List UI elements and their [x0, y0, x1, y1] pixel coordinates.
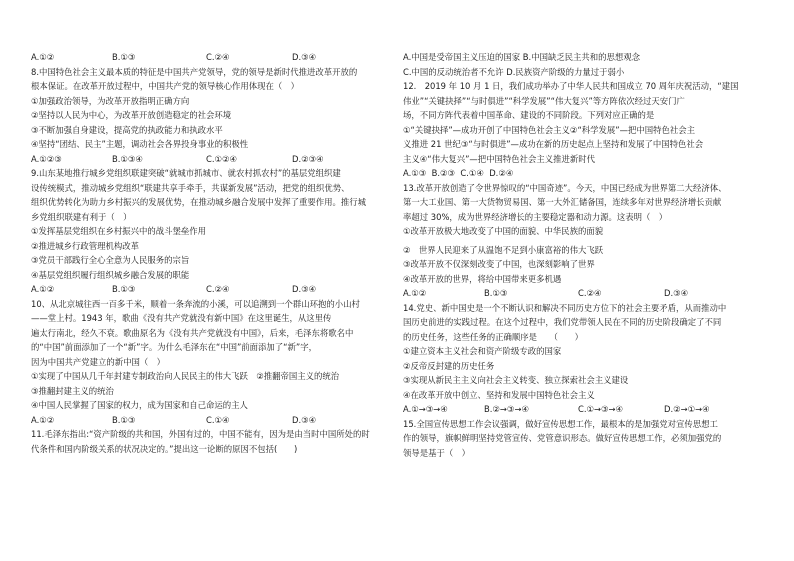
q8-options [31, 152, 386, 167]
q13-stem-line: 第一大工业国、第一大货物贸易国、第一大外汇储备国，连续多年对世界经济增长贡献 [403, 197, 722, 207]
q12-item: 义推进 21 世纪③“与时俱进”—成功在新的历史起点上坚持和发展了中国特色社会 [403, 139, 704, 149]
q14-stem-line: 14.党史、新中国史是一个不断认识和解决不同历史方位下的社会主要矛盾，从而推动中 [403, 302, 727, 313]
right-column [403, 50, 765, 460]
q12-option-c[interactable]: C.①④ [460, 168, 484, 178]
q13-stem-line: 率超过 30%，成为世界经济增长的主要稳定器和动力源。这表明（ ） [403, 211, 668, 222]
q13-item: ④改革开放的世界，将给中国带来更多机遇 [403, 273, 562, 284]
q9-stem-line: 9.山东某地推行城乡党组织联建突破“就城市抓城市、就农村抓农村”的基层党组织建 [31, 168, 341, 178]
q14-options [403, 402, 765, 417]
q12-item: ①“关键抉择”—成功开创了中国特色社会主义②“科学发展”—把中国特色社会主 [403, 124, 695, 135]
q8-option-b[interactable]: B.①③④ [112, 153, 143, 164]
q8-option-a[interactable]: A.①②③ [31, 153, 62, 164]
q13-option-a[interactable]: A.①② [403, 288, 427, 298]
q15-stem-line: 15.全国宣传思想工作会议强调，做好宣传思想工作，最根本的是加强党对宣传思想工 [403, 418, 718, 429]
q10-item: ④中国人民掌握了国家的权力，成为国家和自己命运的主人 [31, 400, 248, 410]
q8-item: ③不断加强自身建设，提高党的执政能力和执政水平 [31, 124, 223, 135]
q8-item: ④坚持“团结、民主”主题，调动社会各界投身事业的积极性 [31, 139, 249, 149]
q14-item: ①建立资本主义社会和资产阶级专政的国家 [403, 346, 562, 356]
q14-item: ③实现从新民主主义向社会主义转变、独立探索社会主义建设 [403, 375, 629, 385]
q14-item: ②反帝反封建的历史任务 [403, 360, 495, 371]
q12-stem-line: 伟业”“关键抉择”“与时俱进”“科学发展”“伟大复兴”等方阵依次经过天安门广 [403, 95, 685, 106]
q12-stem-line: 12. 2019 年 10 月 1 日，我们成功举办了中华人民共和国成立 70 周年庆祝活动，“建国 [403, 81, 739, 91]
q12-option-b[interactable]: B.②③ [431, 168, 456, 178]
q14-stem-line: 国历史前进的实践过程。在这个过程中，我们党带领人民在不同的历史阶段确定了不同 [403, 317, 722, 327]
q10-options [31, 413, 386, 428]
q13-options [403, 286, 765, 301]
q10-option-a[interactable]: A.①② [31, 414, 55, 425]
q11-option-line[interactable]: A.中国是受帝国主义压迫的国家 B.中国缺乏民主共和的思想观念 [403, 52, 641, 62]
q11-option-line[interactable]: C.中国的反动统治者不允许 D.民族资产阶级的力量过于弱小 [403, 66, 625, 77]
q14-option-d[interactable]: D.②→①→④ [664, 404, 710, 414]
q13-item: ③改革开放不仅深刻改变了中国，也深刻影响了世界 [403, 259, 595, 269]
q7-options [31, 50, 386, 65]
q9-option-c[interactable]: C.②④ [206, 284, 230, 294]
q15-stem-line: 作的领导，旗帜鲜明坚持党管宣传、党管意识形态。做好宣传思想工作，必须加强党的 [403, 433, 722, 443]
q14-option-c[interactable]: C.①→③→④ [578, 404, 624, 414]
q10-option-d[interactable]: D.③④ [292, 414, 317, 425]
q11-stem-line: 代条件和国内阶级关系的状况决定的。”提出这一论断的原因不包括( ) [31, 443, 298, 454]
q14-option-b[interactable]: B.②→③→④ [484, 404, 529, 414]
q12-stem-line: 场，不同方阵代表着中国革命、建设的不同阶段。下列对应正确的是 [403, 110, 655, 120]
q13-item: ② 世界人民迎来了从温饱不足到小康富裕的伟大飞跃 [403, 244, 604, 255]
q7-option-c[interactable]: C.②④ [206, 52, 230, 62]
q10-item: ①实现了中国从几千年封建专制政治向人民民主的伟大飞跃 ②推翻帝国主义的统治 [31, 371, 340, 381]
q9-stem-line: 组织优势转化为助力乡村振兴的发展优势，在推动城乡融合发展中发挥了重要作用。推行城 [31, 197, 366, 207]
q11-stem-line: 11.毛泽东指出:“资产阶级的共和国，外国有过的，中国不能有，因为是由当时中国所处的时 [31, 429, 370, 439]
q12-item: 主义④“伟大复兴”—把中国特色社会主义推进新时代 [403, 153, 596, 164]
q9-option-a[interactable]: A.①② [31, 284, 55, 294]
q7-option-d[interactable]: D.③④ [292, 52, 317, 62]
q13-stem-line: 13.改革开放创造了令世界惊叹的“中国奇迹”。今天，中国已经成为世界第二大经济体、 [403, 182, 727, 193]
q12-option-a[interactable]: A.①③ [403, 168, 427, 178]
q10-stem-line: 遍太行南北，经久不衰。歌曲原名为《没有共产党就没有中国》，后来，毛泽东将歌名中 [31, 327, 354, 338]
q9-option-b[interactable]: B.①③ [112, 284, 136, 294]
q13-option-d[interactable]: D.③④ [664, 288, 689, 298]
q9-option-d[interactable]: D.③④ [292, 284, 317, 294]
q10-stem-line: 因为中国共产党建立的新中国（ ） [31, 356, 165, 367]
q9-options [31, 282, 386, 297]
q8-stem-line: 根本保证。在改革开放过程中，中国共产党的领导核心作用体现在（ ） [31, 81, 299, 91]
left-column [31, 50, 386, 456]
q9-item: ①发挥基层党组织在乡村振兴中的战斗堡垒作用 [31, 226, 207, 236]
q8-option-c[interactable]: C.①②④ [206, 153, 238, 164]
q8-item: ①加强政治领导，为改革开放指明正确方向 [31, 95, 190, 106]
q15-stem-line: 领导是基于（ ） [403, 447, 470, 458]
q7-option-a[interactable]: A.①② [31, 52, 55, 62]
q12-option-d[interactable]: D.②④ [489, 168, 514, 178]
q14-item: ④在改革开放中创立、坚持和发展中国特色社会主义 [403, 389, 595, 400]
q14-option-a[interactable]: A.①→③→④ [403, 404, 448, 414]
q10-stem-line: ——堂上村。1943 年，歌曲《没有共产党就没有新中国》在这里诞生，从这里传 [31, 313, 332, 323]
q8-item: ②坚持以人民为中心，为改革开放创造稳定的社会环境 [31, 110, 232, 120]
q9-stem-line: 乡党组织联建有利于（ ） [31, 211, 132, 222]
q10-option-b[interactable]: B.①③ [112, 414, 136, 425]
q10-option-c[interactable]: C.①④ [206, 414, 230, 425]
q13-item: ①改革开放极大地改变了中国的面貌、中华民族的面貌 [403, 226, 604, 236]
q12-options [403, 166, 765, 181]
q8-option-d[interactable]: D.②③④ [292, 153, 324, 164]
q8-stem-line: 8.中国特色社会主义最本质的特征是中国共产党领导，党的领导是新时代推进改革开放的 [31, 66, 358, 77]
q10-stem-line: 10、从北京城往西一百多千米，顺着一条奔流的小溪，可以追溯到一个群山环抱的小山村 [31, 298, 360, 309]
q10-item: ③推翻封建主义的统治 [31, 385, 114, 396]
q14-stem-line: 的历史任务，这些任务的正确顺序是 （ ） [403, 331, 584, 342]
q13-option-c[interactable]: C.②④ [578, 288, 602, 298]
q13-option-b[interactable]: B.①③ [484, 288, 508, 298]
q7-option-b[interactable]: B.①③ [112, 52, 136, 62]
q10-stem-line: 的“中国”前面添加了一个“新”字。为什么毛泽东在“中国”前面添加了“新”字， [31, 342, 317, 352]
q9-item: ③党员干部践行全心全意为人民服务的宗旨 [31, 255, 190, 265]
q9-item: ②推进城乡行政管理机构改革 [31, 240, 140, 251]
q9-stem-line: 设传统模式，推动城乡党组织“联建共享手牵手，共谋新发展”活动，把党的组织优势、 [31, 182, 350, 193]
q9-item: ④基层党组织履行组织城乡融合发展的职能 [31, 269, 190, 280]
